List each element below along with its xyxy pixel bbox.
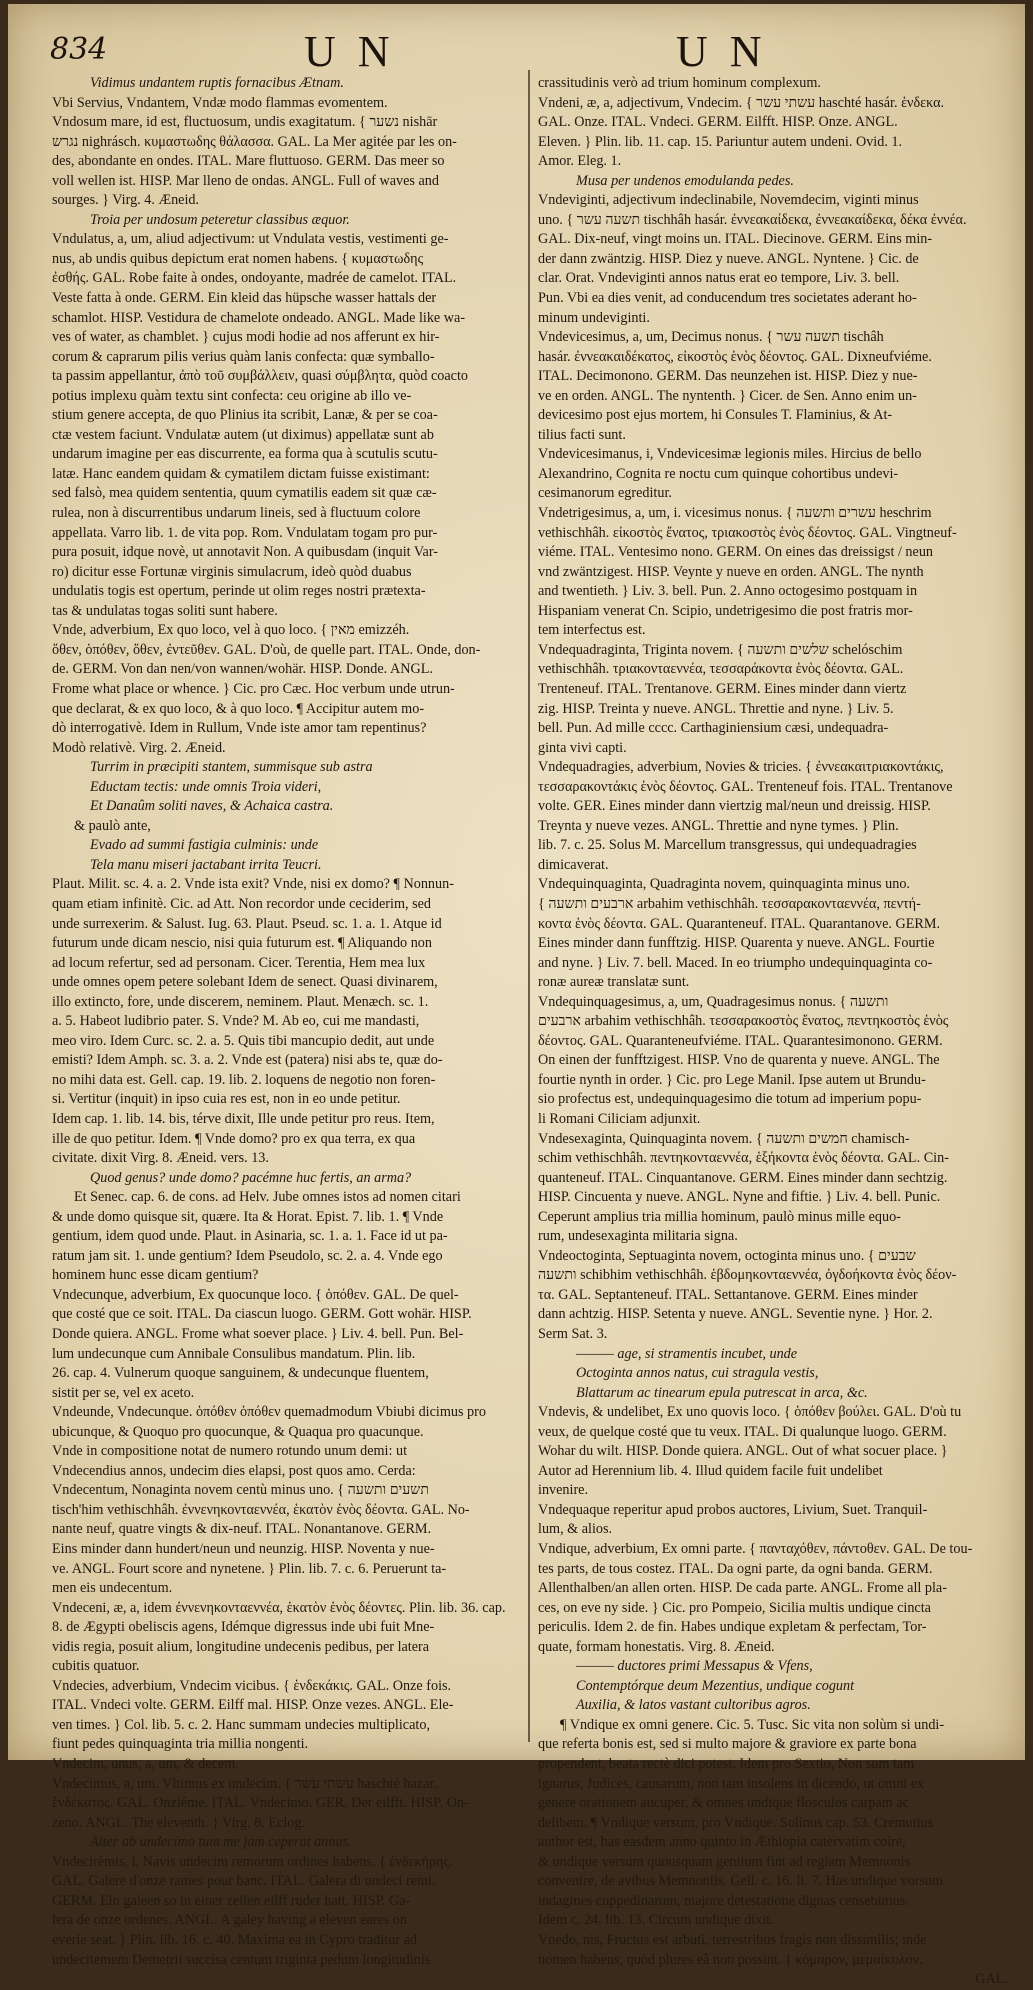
text-line: nus, ab undis quibus depictum erat nomen habens. { κυμαστωδης <box>52 250 424 267</box>
text-line: dimicaverat. <box>538 856 609 873</box>
text-line: ad locum refertur, sed ad personam. Cicer. Terentia, Hem mea lux <box>52 954 426 971</box>
text-line: zig. HISP. Treinta y nueve. ANGL. Threttie and nyne. } Liv. 5. <box>538 700 894 717</box>
text-line: and nyne. } Liv. 7. bell. Maced. In eo triumpho undequinquaginta co- <box>538 954 933 971</box>
text-line: cubitis quatuor. <box>52 1658 140 1675</box>
text-line: everie seat. } Plin. lib. 16. c. 40. Maxima ea in Cypro traditur ad <box>52 1931 417 1948</box>
text-line: Vndique, adverbium, Ex omni parte. { πανταχόθεν, πάντοθεν. GAL. De tou- <box>538 1541 973 1558</box>
text-line: dò interrogativè. Idem in Rullum, Vnde iste amor tam repentinus? <box>52 720 427 737</box>
text-line: τεσσαρακοντάκις ἑνὸς δέοντος. GAL. Trenteneuf fois. ITAL. Trentanove <box>538 778 953 795</box>
text-line: ro) dicitur esse Fortunæ virginis simulacrum, ideò quòd duabus <box>52 563 412 580</box>
verse-line: Alter ab undecimo tum me jam ceperat annus. <box>90 1834 352 1851</box>
text-line: & paulò ante, <box>74 817 151 834</box>
text-line: que costé que ce soit. ITAL. Da ciascun luogo. GERM. Gott wohär. HISP. <box>52 1306 472 1323</box>
text-line: zeno. ANGL. The eleventh. } Virg. 8. Eclog. <box>52 1814 306 1831</box>
verse-line: Auxilia, & latos vastant cultoribus agros. <box>576 1697 811 1714</box>
text-line: Ceperunt amplius tria millia hominum, paulò minus mille equo- <box>538 1208 901 1225</box>
text-line: Idem cap. 1. lib. 14. bis, térve dixit, Ille unde petitur pro reus. Item, <box>52 1110 435 1127</box>
text-line: minum undeviginti. <box>538 309 650 326</box>
text-line: Allenthalben/an allen orten. HISP. De cada parte. ANGL. Frome all pla- <box>538 1580 947 1597</box>
text-line: propendent, beata rectè dici potest. Idem pro Sextio, Non sum tam <box>538 1756 915 1773</box>
text-line: ותשעה schibhim vethischhâh. ἑβδομηκονταεννέα, ὀγδοήκοντα ἑνὸς δέον- <box>538 1267 957 1284</box>
text-line: cesimanorum egreditur. <box>538 485 672 502</box>
text-line: lera de onze ordenes. ANGL. A galey having a eleven eares on <box>52 1912 407 1929</box>
text-line: veux, de quelque costé que tu veux. ITAL. Di qualunque luogo. GERM. <box>538 1423 947 1440</box>
verse-line: Vidimus undantem ruptis fornacibus Ætnam. <box>90 75 344 91</box>
text-line: der dann zwäntzig. HISP. Diez y nueve. ANGL. Nyntene. } Cic. de <box>538 250 919 267</box>
column-divider <box>528 70 530 1742</box>
text-line: { ארבעים ותשעה arbahim vethischhâh. τεσσαρακονταεννέα, πεντή- <box>538 895 921 912</box>
text-line: indagines cuppedinarum, majore detestatione dignas censebimus. <box>538 1892 909 1909</box>
text-line: unde omnes opem petere solebant Idem de senect. Quasi divinarem, <box>52 974 438 991</box>
text-line: Vnedo, nis, Fructus est arbuti, terrestribus fragis non dissimilis; inde <box>538 1931 927 1948</box>
text-line: fourtie nynth in order. } Cic. pro Lege Manil. Ipse autem ut Brundu- <box>538 1071 926 1088</box>
text-line: κοντα ἑνὸς δέοντα. GAL. Quaranteneuf. ITAL. Quarantanove. GERM. <box>538 915 941 932</box>
text-line: li Romani Ciliciam adjunxit. <box>538 1110 701 1127</box>
text-line: Vndecendius annos, undecim dies elapsi, post quos amo. Cerda: <box>52 1462 416 1479</box>
text-line: Vndevicesimus, a, um, Decimus nonus. { תשעה עשר tischâh <box>538 329 884 346</box>
text-line: Vndevis, & undelibet, Ex uno quovis loco. { ὁπόθεν βούλει. GAL. D'où tu <box>538 1404 962 1421</box>
left-column <box>52 74 520 1968</box>
text-line: stium genere accepta, de quo Plinius ita scribit, Lanæ, & per se coa- <box>52 407 438 424</box>
text-line: no mihi data est. Gell. cap. 19. lib. 2. loquens de negotio non foren- <box>52 1071 436 1088</box>
text-line: Eines minder dann funfftzig. HISP. Quarenta y nueve. ANGL. Fourtie <box>538 935 935 952</box>
text-line: ITAL. Decimonono. GERM. Das neunzehen ist. HISP. Diez y nue- <box>538 368 918 385</box>
verse-line: Eductam tectis: unde omnis Troia videri, <box>90 778 322 795</box>
text-line: undulatis togis est opertum, perinde ut olim reges nostri prætexta- <box>52 583 426 600</box>
text-line: vidis regia, posuit alium, longitudine undecenis pedibus, per latera <box>52 1638 430 1655</box>
text-line: GAL. Dix-neuf, vingt moins un. ITAL. Diecinove. GERM. Eins min- <box>538 231 933 248</box>
text-line: sourges. } Virg. 4. Æneid. <box>52 192 200 209</box>
text-line: Wohar du wilt. HISP. Donde quiera. ANGL. Out of what socuer place. } <box>538 1443 948 1460</box>
text-line: corum & caprarum pilis verius quàm lanis confecta: quæ symballo- <box>52 348 435 365</box>
text-line: sed falsò, mea quidem sententia, quum cymatilis eadem sit quæ cæ- <box>52 485 437 502</box>
text-line: Vndeoctoginta, Septuaginta novem, octoginta minus uno. { שבעים <box>538 1247 916 1264</box>
verse-line: Turrim in præcipiti stantem, summisque sub astra <box>90 759 373 776</box>
text-line: schim vethischhâh. πεντηκονταεννέα, ἑξήκοντα ἑνὸς δέοντα. GAL. Cin- <box>538 1150 949 1167</box>
text-line: ctæ vestem faciunt. Vndulatæ autem (ut diximus) appellatæ sunt ab <box>52 426 434 443</box>
text-line: clar. Orat. Vndeviginti annos natus erat eo tempore, Liv. 3. bell. <box>538 270 900 287</box>
text-line: Vndecim, unus, a, um, & decem. <box>52 1756 239 1773</box>
text-line: lum undecunque cum Annibale Consulibus mandatum. Plin. lib. <box>52 1345 416 1362</box>
running-head-right: UN <box>676 27 784 76</box>
text-line: civitate. dixit Virg. 8. Æneid. vers. 13. <box>52 1150 269 1167</box>
text-line: GAL. Galere d'onze rames pour banc. ITAL. Galera di undeci remi. <box>52 1873 436 1890</box>
text-line: Vndecunque, adverbium, Ex quocunque loco. { ὁπόθεν. GAL. De quel- <box>52 1286 459 1303</box>
text-line: and twentieth. } Liv. 3. bell. Pun. 2. Anno octogesimo postquam in <box>538 583 918 600</box>
text-line: Frome what place or whence. } Cic. pro Cæc. Hoc verbum unde utrun- <box>52 680 455 697</box>
text-line: Veste fatta à onde. GERM. Ein kleid das hüpsche wasser hattals der <box>52 290 437 307</box>
text-line: sio profectus est, undequinquagesimo die totum ad imperium popu- <box>538 1091 922 1108</box>
text-line: undecitemem Demetrii succisa centum triginta pedum longitudinis <box>52 1951 431 1968</box>
text-line: Vndulatus, a, um, aliud adjectivum: ut Vndulata vestis, vestimenti ge- <box>52 231 449 248</box>
text-line: tes parts, de tous costez. ITAL. Da ogni parte, da ogni banda. GERM. <box>538 1560 933 1577</box>
text-line: ille de quo petitur. Idem. ¶ Vnde domo? pro ex qua terra, ex qua <box>52 1130 416 1147</box>
text-line: invenire. <box>538 1482 589 1499</box>
text-line: Vndeceni, æ, a, idem ἐννενηκονταεννέα, ἑκατὸν ἑνὸς δέοντες. Plin. lib. 36. cap. <box>52 1599 506 1616</box>
text-line: periculis. Idem 2. de fin. Habes undique expletam & perfectam, Tor- <box>538 1619 927 1636</box>
text-line: Trenteneuf. ITAL. Trentanove. GERM. Eines minder dann viertz <box>538 680 907 697</box>
text-line: si. Vertitur (inquit) in ipso cuia res est, non in eo unde petitur. <box>52 1091 401 1108</box>
text-line: hasár. ἐννεακαιδέκατος, εἰκοστὸς ἑνὸς δέοντος. GAL. Dixneufviéme. <box>538 348 932 365</box>
text-line: appellata. Varro lib. 1. de vita pop. Rom. Vndulatam togam pro pur- <box>52 524 438 541</box>
text-line: ronæ aureæ translatæ sunt. <box>538 974 690 991</box>
text-line: potius implexu quàm textu sint confecta: ceu origine ab illo ve- <box>52 387 412 404</box>
text-line: que referta bonis est, sed si multo majore & graviore ex parte bona <box>538 1736 917 1753</box>
text-line: Vndequinquagesimus, a, um, Quadragesimus nonus. { ותשעה <box>538 993 889 1010</box>
text-line: Eins minder dann hundert/neun und neunzig. HISP. Noventa y nue- <box>52 1541 435 1558</box>
text-line: dann achtzig. HISP. Setenta y nueve. ANGL. Seventie nyne. } Hor. 2. <box>538 1306 933 1323</box>
text-line: ve en orden. ANGL. The nyntenth. } Cicer. de Sen. Anno enim un- <box>538 387 917 404</box>
page-number: 834 <box>50 32 108 67</box>
text-line: Eleven. } Plin. lib. 11. cap. 15. Pariuntur autem undeni. Ovid. 1. <box>538 133 903 150</box>
text-line: vnd zwäntzigest. HISP. Veynte y nueve en orden. ANGL. The nynth <box>538 563 924 580</box>
verse-line: Troia per undosum peteretur classibus æquor. <box>90 211 350 228</box>
text-line: fiunt pedes quinquaginta tria millia nongenti. <box>52 1736 309 1753</box>
text-line: rum, undesexaginta militaria signa. <box>538 1228 738 1245</box>
text-line: unde surrexerim. & Salust. Iug. 63. Plaut. Pseud. sc. 1. a. 1. Atque id <box>52 915 442 932</box>
text-line: Vnde in compositione notat de numero rotundo unum demi: ut <box>52 1443 408 1460</box>
text-line: נגרש nighrásch. κυμαστωδης θάλασσα. GAL. La Mer agitée par les on- <box>52 133 457 150</box>
text-line: quam etiam infinitè. Cic. ad Att. Non recordor unde ceciderim, sed <box>52 895 432 912</box>
text-line: HISP. Cincuenta y nueve. ANGL. Nyne and fiftie. } Liv. 4. bell. Punic. <box>538 1189 941 1206</box>
text-line: tisch'him vethischhâh. ἐννενηκονταεννέα, ἑκατὸν ἑνὸς δέοντα. GAL. No- <box>52 1501 470 1518</box>
text-line: devicesimo post ejus mortem, hi Consules T. Flaminius, & At- <box>538 407 893 424</box>
text-line: emisti? Idem Amph. sc. 3. a. 2. Vnde est (patera) nisi abs te, quæ do- <box>52 1052 443 1069</box>
text-line: ἑνδέκατος. GAL. Onziéme. ITAL. Vndecimo. GER. Der eilfft. HISP. On- <box>52 1795 469 1812</box>
text-line: meo viro. Idem Curc. sc. 2. a. 5. Quis tibi mancupio dedit, aut unde <box>52 1032 435 1049</box>
verse-line: Et Danaûm soliti naves, & Achaica castra. <box>90 798 334 815</box>
text-line: ratum jam sit. 1. unde gentium? Idem Pseudolo, sc. 2. a. 4. Vnde ego <box>52 1247 443 1264</box>
text-line: ginta vivi capti. <box>538 739 627 756</box>
text-line: & undique versum quousquam gentium fint ad regiam Memnonis <box>538 1853 910 1870</box>
text-line: pura posuit, idque novè, ut annotavit Non. A quibusdam (inquit Var- <box>52 544 439 561</box>
text-line: bell. Pun. Ad mille cccc. Carthaginiensium cæsi, undequadra- <box>538 720 889 737</box>
text-line: Vndeviginti, adjectivum indeclinabile, Novemdecim, viginti minus <box>538 192 919 209</box>
text-line: 8. de Ægypti obeliscis agens, Idémque digressus inde ubi fuit Mne- <box>52 1619 435 1636</box>
right-column <box>538 74 1008 1988</box>
text-line: Vndetrigesimus, a, um, i. vicesimus nonus. { עשרים ותשעה heschrim <box>538 505 932 522</box>
text-line: Vndesexaginta, Quinquaginta novem. { חמשים ותשעה chamisch- <box>538 1130 910 1147</box>
text-line: Et Senec. cap. 6. de cons. ad Helv. Jube omnes istos ad nomen citari <box>74 1189 461 1206</box>
text-line: Idem c. 24. lib. 13. Circum undique dixit. <box>538 1912 774 1929</box>
text-line: ignarus, Judices, causarum, non tam insolens in dicendo, ut omni ex <box>538 1775 925 1792</box>
text-line: Vndequaque reperitur apud probos auctores, Livium, Suet. Tranquil- <box>538 1501 928 1518</box>
text-line: gentium, idem quod unde. Plaut. in Asinaria, sc. 1. a. 1. Face id ut pa- <box>52 1228 448 1245</box>
text-line: nomen habens, quòd plures eâ non possint. { κόμαρον, μεμαίκυλον. <box>538 1951 923 1968</box>
text-line: tem interfectus est. <box>538 622 646 639</box>
verse-line: Evado ad summi fastigia culminis: unde <box>90 837 319 854</box>
text-line: Vndecentum, Nonaginta novem centù minus uno. { תשעים ותשעה <box>52 1482 429 1499</box>
verse-line: Musa per undenos emodulanda pedes. <box>576 172 794 189</box>
text-line: tilius facti sunt. <box>538 426 626 443</box>
verse-line: ——— ductores primi Messapus & Vfens, <box>576 1658 813 1675</box>
text-line: quate, formam honestatis. Virg. 8. Æneid. <box>538 1638 775 1655</box>
text-line: quanteneuf. ITAL. Cinquantanove. GERM. Eines minder dann sechtzig. <box>538 1169 948 1186</box>
text-line: Autor ad Herennium lib. 4. Illud quidem facile fuit undelibet <box>538 1462 883 1479</box>
text-line: Plaut. Milit. sc. 4. a. 2. Vnde ista exit? Vnde, nisi ex domo? ¶ Nonnun- <box>52 876 454 893</box>
text-line: lib. 7. c. 25. Solus M. Marcellum transgressus, qui undequadragies <box>538 837 917 854</box>
text-line: futurum unde dicam nescio, nisi quia futurum est. ¶ Aliquando non <box>52 935 432 952</box>
text-line: Vndeni, æ, a, adjectivum, Vndecim. { עשתי עשר haschté hasár. ἑνδεκα. <box>538 94 945 111</box>
text-line: Pun. Vbi ea dies venit, ad conducendum tres societates aderant ho- <box>538 290 917 307</box>
text-line: Hispaniam venerat Cn. Scipio, undetrigesimo die post fratris mor- <box>538 602 913 619</box>
verse-line: Tela manu miseri jactabant irrita Teucri. <box>90 856 322 873</box>
text-line: ארבעים arbahim vethischhâh. τεσσαρακοστὸς ἔνατος, πεντηκοστὸς ἑνὸς <box>538 1013 949 1030</box>
text-line: ces, on eve ny side. } Cic. pro Pompeio, Sicilia multis undique cincta <box>538 1599 931 1616</box>
text-line: delibem. ¶ Vndique versum, pro Vndique. Solinus cap. 53. Cremutius <box>538 1814 934 1831</box>
text-line: nante neuf, quatre vingts & dix-neuf. ITAL. Nonantanove. GERM. <box>52 1521 432 1538</box>
text-line: ven times. } Col. lib. 5. c. 2. Hanc summam undecies multiplicato, <box>52 1716 430 1733</box>
text-line: Vnde, adverbium, Ex quo loco, vel à quo loco. { מאין emizzéh. <box>52 622 410 639</box>
text-line: τα. GAL. Septanteneuf. ITAL. Settantanove. GERM. Eines minder <box>538 1286 918 1303</box>
text-line: Vndosum mare, id est, fluctuosum, undis exagitatum. { נשער nishār <box>52 114 438 131</box>
text-line: vethischhâh. εἰκοστὸς ἔνατος, τριακοστὸς ἑνὸς δέοντος. GAL. Vingtneuf- <box>538 524 957 541</box>
text-line: Vndevicesimanus, i, Vndevicesimæ legionis miles. Hircius de bello <box>538 446 922 463</box>
text-line: illo extincto, fore, unde discerem, neminem. Plaut. Menæch. sc. 1. <box>52 993 429 1010</box>
text-line: lum, & alios. <box>538 1521 613 1538</box>
text-line: ¶ Vndique ex omni genere. Cic. 5. Tusc. Sic vita non solùm si undi- <box>560 1716 945 1733</box>
text-line: Vndequinquaginta, Quadraginta novem, quinquaginta minus uno. <box>538 876 910 893</box>
text-line: Serm Sat. 3. <box>538 1326 608 1342</box>
text-line: schamlot. HISP. Vestidura de chamelote ondeado. ANGL. Made like wa- <box>52 309 466 326</box>
text-line: On einen der funfftzigest. HISP. Vno de quarenta y nueve. ANGL. The <box>538 1052 940 1069</box>
text-line: que declarat, & ex quo loco, & à quo loco. ¶ Accipitur autem mo- <box>52 700 425 717</box>
text-line: convenire, de avibus Memnoniis. Gell. c. 16. li. 7. Has undique vorsum <box>538 1873 944 1890</box>
text-line: volte. GER. Eines minder dann viertzig mal/neun und dreissig. HISP. <box>538 798 931 815</box>
running-head-left: UN <box>304 27 412 76</box>
text-line: uno. { תשעה עשר tischhâh hasár. ἐννεακαίδεκα, ἐννεακαίδεκα, δέκα ἐννέα. <box>538 211 967 228</box>
text-line: Vndequadraginta, Triginta novem. { שלשים ותשעה schelóschim <box>538 641 903 658</box>
text-line: vethischhâh. τριακονταεννέα, τεσσαράκοντα ἑνὸς δέοντα. GAL. <box>538 661 904 678</box>
text-line: crassitudinis verò ad trium hominum complexum. <box>538 75 821 91</box>
text-line: ὅθεν, ὁπόθεν, ὅθεν, ἐντεῦθεν. GAL. D'où, de quelle part. ITAL. Onde, don- <box>52 641 481 658</box>
text-line: ves of water, as chamblet. } cujus modi hodie ad nos afferunt ex hir- <box>52 329 440 346</box>
text-line: des, abondante en ondes. ITAL. Mare fluttuoso. GERM. Das meer so <box>52 153 445 170</box>
text-line: Vndecimus, a, um. Vltimus ex undecim. { עשתי עשר haschté hazar. <box>52 1775 437 1792</box>
text-line: Donde quiera. ANGL. Frome what soever place. } Liv. 4. bell. Pun. Bel- <box>52 1326 464 1342</box>
text-line: ἐσθής. GAL. Robe faite à ondes, ondoyante, madrée de camelot. ITAL. <box>52 270 457 287</box>
text-line: ITAL. Vndeci volte. GERM. Eilff mal. HISP. Onze vezes. ANGL. Ele- <box>52 1697 454 1714</box>
text-line: Amor. Eleg. 1. <box>538 153 622 170</box>
text-line: hominem hunc esse dicam gentium? <box>52 1267 259 1284</box>
text-line: ta passim appellantur, ἀπὸ τοῦ συμβάλλειν, quasi σύμβλητα, quòd coacto <box>52 368 468 385</box>
text-line: a. 5. Habeot ludibrio pater. S. Vnde? M. Ab eo, cui me mandasti, <box>52 1013 420 1030</box>
text-line: Alexandrino, Cognita re noctu cum quinque cohortibus undevi- <box>538 465 899 482</box>
text-line: Vbi Servius, Vndantem, Vndæ modo flammas evomentem. <box>52 94 388 111</box>
text-line: undarum imagine per eas discurrente, ea forma qua à scutulis scutu- <box>52 446 438 463</box>
text-line: author est, has easdem anno quinto in Æthiopia catervatim coire, <box>538 1834 906 1851</box>
text-line: Vndecirèmis, i, Navis undecim remorum ordines habens. { ἑνδεκήρης. <box>52 1853 453 1870</box>
text-line: ubicunque, & Quoquo pro quocunque, & Quaqua pro quacunque. <box>52 1423 424 1440</box>
text-line: δέοντος. GAL. Quaranteneufviéme. ITAL. Quarantesimonono. GERM. <box>538 1032 943 1049</box>
verse-line: Quod genus? unde domo? pacémne huc fertis, an arma? <box>90 1169 412 1186</box>
book-page <box>8 4 1025 1988</box>
text-line: voll wellen ist. HISP. Mar lleno de ondas. ANGL. Full of waves and <box>52 172 439 189</box>
text-line: men eis undecentum. <box>52 1580 173 1597</box>
text-line: Treynta y nueve vezes. ANGL. Threttie and nyne tymes. } Plin. <box>538 817 899 834</box>
text-line: Vndeunde, Vndecunque. ὁπόθεν ὁπόθεν quemadmodum Vbiubi dicimus pro <box>52 1404 486 1421</box>
text-line: tas & undulatas togas soliti sunt habere. <box>52 602 278 619</box>
text-line: latæ. Hanc eandem quidam & cymatilem dictam fuisse existimant: <box>52 465 430 482</box>
verse-line: Blattarum ac tinearum epula putrescat in arca, &c. <box>576 1384 868 1401</box>
text-line: Vndecies, adverbium, Vndecim vicibus. { ἑνδεκάκις. GAL. Onze fois. <box>52 1677 452 1694</box>
text-line: GERM. Ein galeen so in einer zeilen eilff ruder hatt. HISP. Ga- <box>52 1892 411 1909</box>
text-line: de. GERM. Von dan nen/von wannen/wohär. HISP. Donde. ANGL. <box>52 661 433 678</box>
text-line: ve. ANGL. Fourt score and nynetene. } Plin. lib. 7. c. 6. Peruerunt ta- <box>52 1560 447 1577</box>
text-line: sistit per se, vel ex aceto. <box>52 1384 195 1401</box>
text-line: 26. cap. 4. Vulnerum quoque sanguinem, & undecunque fluentem, <box>52 1365 429 1382</box>
verse-line: Contemptórque deum Mezentius, undique cogunt <box>576 1677 855 1694</box>
verse-line: ——— age, si stramentis incubet, unde <box>576 1345 798 1362</box>
text-line: GAL. Onze. ITAL. Vndeci. GERM. Eilfft. HISP. Onze. ANGL. <box>538 114 898 131</box>
verse-line: Octoginta annos natus, cui stragula vestis, <box>576 1365 819 1382</box>
text-line: Vndequadragies, adverbium, Novies & tricies. { ἐννεακαιτριακοντάκις, <box>538 759 944 776</box>
text-line: genere orationem aucuper, & omnes undique flosculos carpam ac <box>538 1795 909 1812</box>
text-line: rulea, non à discurrentibus undarum lineis, sed à fluctuum colore <box>52 505 421 522</box>
text-line: & unde domo quisque sit, quære. Ita & Horat. Epist. 7. lib. 1. ¶ Vnde <box>52 1208 444 1225</box>
text-line: Modò relativè. Virg. 2. Æneid. <box>52 739 226 756</box>
text-line: GAL. <box>975 1971 1008 1988</box>
text-line: viéme. ITAL. Ventesimo nono. GERM. On eines das dreissigst / neun <box>538 544 934 561</box>
